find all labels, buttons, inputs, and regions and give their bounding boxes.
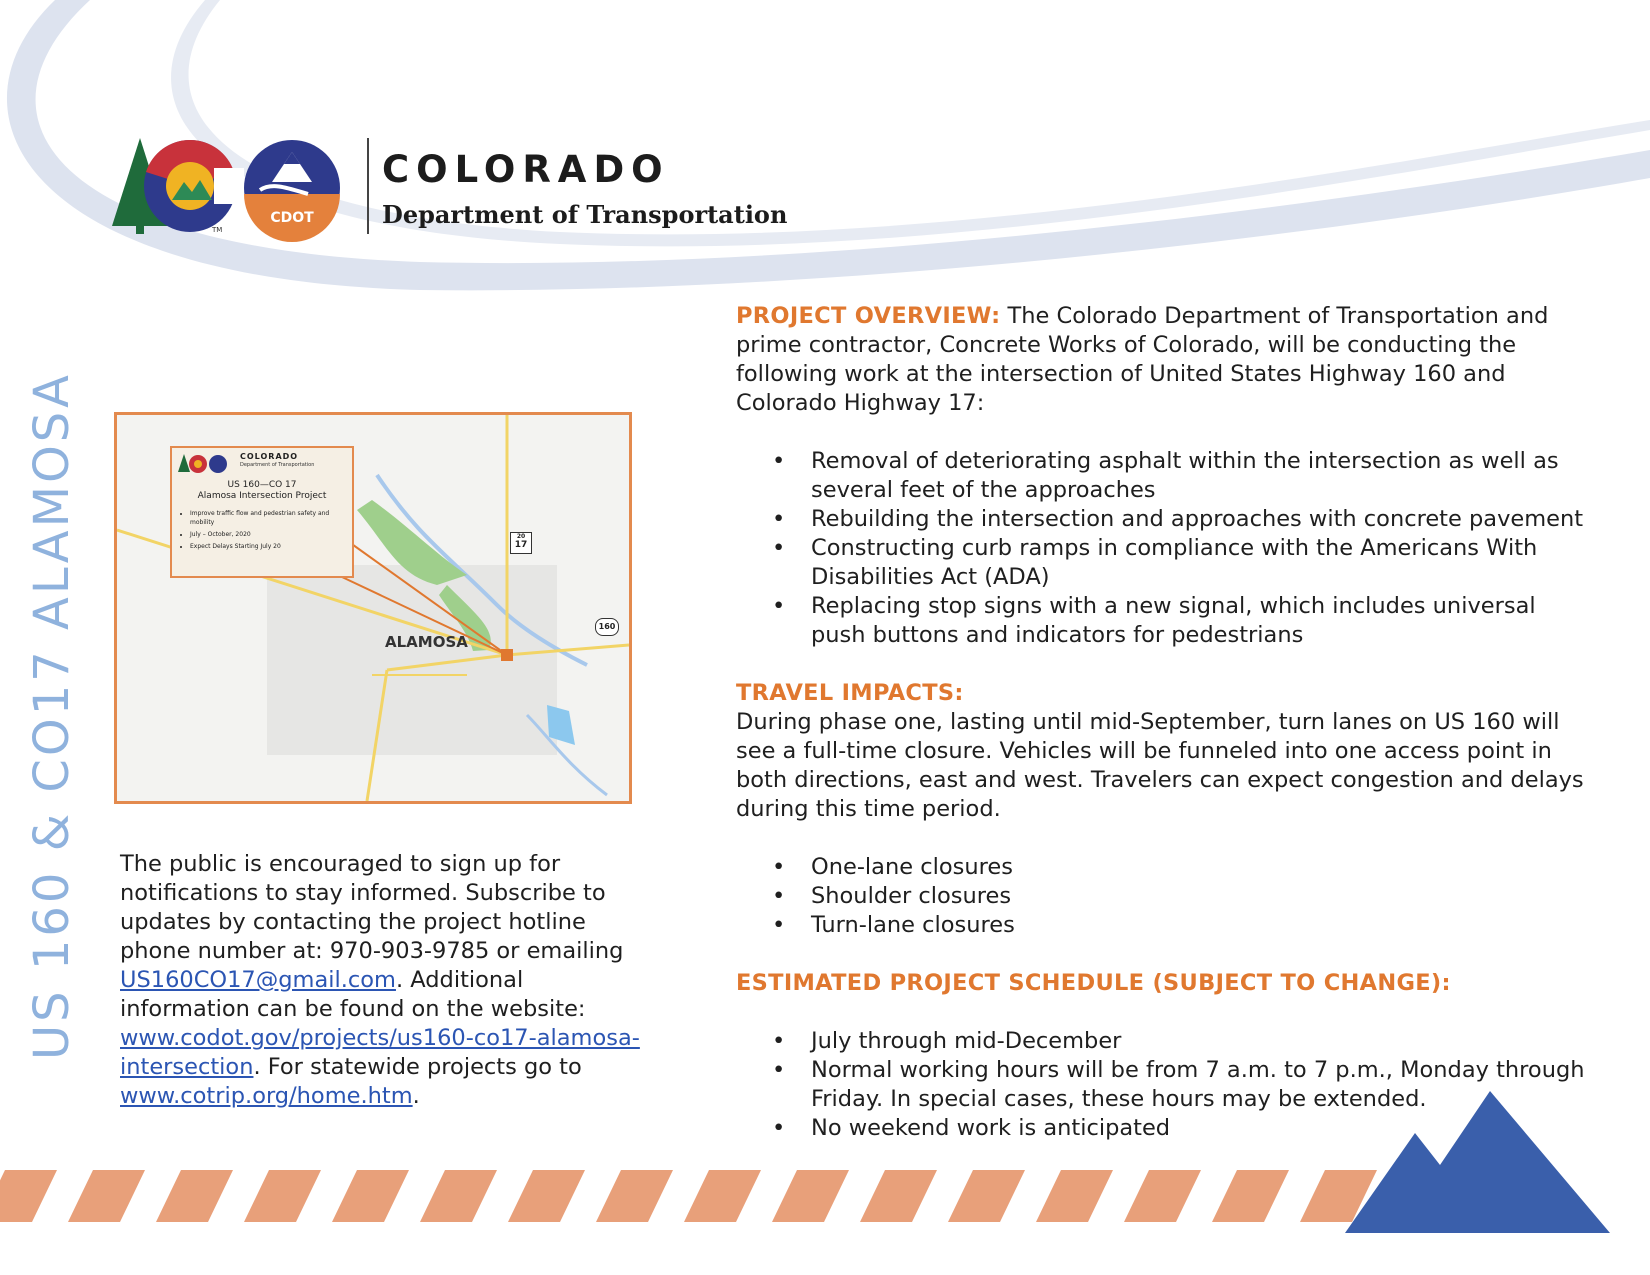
list-item: • No weekend work is anticipated bbox=[736, 1114, 1596, 1143]
inset-item: • Expect Delays Starting July 20 bbox=[190, 542, 346, 551]
overview-list bbox=[736, 447, 1596, 650]
map-city-label: ALAMOSA bbox=[385, 633, 468, 651]
stripe bbox=[244, 1170, 321, 1222]
inset-logo-icon bbox=[178, 454, 234, 474]
trademark: TM bbox=[212, 226, 223, 234]
contact-text: The public is encouraged to sign up for notifications to stay informed. Subscribe to updates by contacting the project hotline phone number at: 970-903-9785 or emailing bbox=[120, 851, 624, 964]
svg-text:CDOT: CDOT bbox=[270, 210, 314, 226]
colorado-c-icon bbox=[112, 138, 372, 248]
overview-heading: PROJECT OVERVIEW: bbox=[736, 303, 1001, 329]
travel-text: During phase one, lasting until mid-September, turn lanes on US 160 will see a full-time closure. Vehicles will be funneled into one access point in both directions, east and west. Travelers can expect congestion and delays during this time period. bbox=[736, 709, 1584, 822]
list-item: • Constructing curb ramps in compliance with the Americans With Disabilities Act (ADA) bbox=[736, 534, 1596, 592]
inset-agency: COLORADO bbox=[240, 452, 299, 461]
stripe bbox=[332, 1170, 409, 1222]
list-item: • One-lane closures bbox=[736, 853, 1596, 882]
travel-heading: TRAVEL IMPACTS: bbox=[736, 680, 964, 706]
mountain-icon bbox=[1345, 1085, 1635, 1235]
schedule-heading: ESTIMATED PROJECT SCHEDULE (SUBJECT TO CHANGE): bbox=[736, 970, 1451, 996]
stripe bbox=[156, 1170, 233, 1222]
stripe bbox=[420, 1170, 497, 1222]
stripe bbox=[860, 1170, 937, 1222]
contact-text-2: . Additional information can be found on the website: bbox=[120, 967, 586, 1022]
project-map bbox=[114, 412, 632, 804]
list-item: • Shoulder closures bbox=[736, 882, 1596, 911]
construction-stripes bbox=[0, 1170, 1400, 1230]
overview-text: The Colorado Department of Transportation and prime contractor, Concrete Works of Colorado, will be conducting the following work at the intersection of United States Highway 160 and Colorado Highway 17: bbox=[736, 303, 1549, 416]
highway-17-shield: 20 17 bbox=[510, 532, 532, 554]
project-side-title: US 160 & CO17 ALAMOSA bbox=[24, 372, 80, 1060]
stripe bbox=[508, 1170, 585, 1222]
inset-title-line1: US 160—CO 17 bbox=[227, 480, 297, 490]
contact-text-4: . bbox=[412, 1083, 420, 1109]
list-item: • July through mid-December bbox=[736, 1027, 1596, 1056]
contact-text-3: . For statewide projects go to bbox=[253, 1054, 582, 1080]
inset-title-line2: Alamosa Intersection Project bbox=[197, 491, 327, 501]
stripe bbox=[948, 1170, 1025, 1222]
list-item: • Replacing stop signs with a new signal, which includes universal push buttons and indicators for pedestrians bbox=[736, 592, 1596, 650]
inset-department: Department of Transportation bbox=[240, 462, 315, 468]
stripe bbox=[68, 1170, 145, 1222]
email-link[interactable]: US160CO17@gmail.com bbox=[120, 967, 396, 993]
overview-section bbox=[736, 302, 1596, 418]
stripe bbox=[0, 1170, 57, 1222]
travel-list bbox=[736, 853, 1596, 940]
stripe bbox=[596, 1170, 673, 1222]
stripe bbox=[1036, 1170, 1113, 1222]
department-name: Department of Transportation bbox=[382, 200, 788, 229]
logo-divider bbox=[367, 138, 369, 234]
map-inset-card bbox=[170, 446, 354, 578]
contact-info bbox=[120, 850, 640, 1111]
list-item: • Normal working hours will be from 7 a.m. to 7 p.m., Monday through Friday. In special cases, these hours may be extended. bbox=[736, 1056, 1596, 1114]
inset-item: • July – October, 2020 bbox=[190, 530, 346, 539]
list-item: • Rebuilding the intersection and approaches with concrete pavement bbox=[736, 505, 1596, 534]
stripe bbox=[1124, 1170, 1201, 1222]
cdot-logo bbox=[112, 138, 802, 248]
agency-name: COLORADO bbox=[382, 148, 670, 191]
project-website-link[interactable]: www.codot.gov/projects/us160-co17-alamosa-intersection bbox=[120, 1025, 640, 1080]
inset-item: • Improve traffic flow and pedestrian safety and mobility bbox=[190, 509, 346, 527]
list-item: • Removal of deteriorating asphalt within the intersection as well as several feet of the approaches bbox=[736, 447, 1596, 505]
stripe bbox=[772, 1170, 849, 1222]
highway-160-shield: 160 bbox=[595, 618, 619, 636]
project-details bbox=[736, 302, 1596, 1143]
stripe bbox=[1212, 1170, 1289, 1222]
list-item: • Turn-lane closures bbox=[736, 911, 1596, 940]
cotrip-link[interactable]: www.cotrip.org/home.htm bbox=[120, 1083, 413, 1109]
stripe bbox=[684, 1170, 761, 1222]
